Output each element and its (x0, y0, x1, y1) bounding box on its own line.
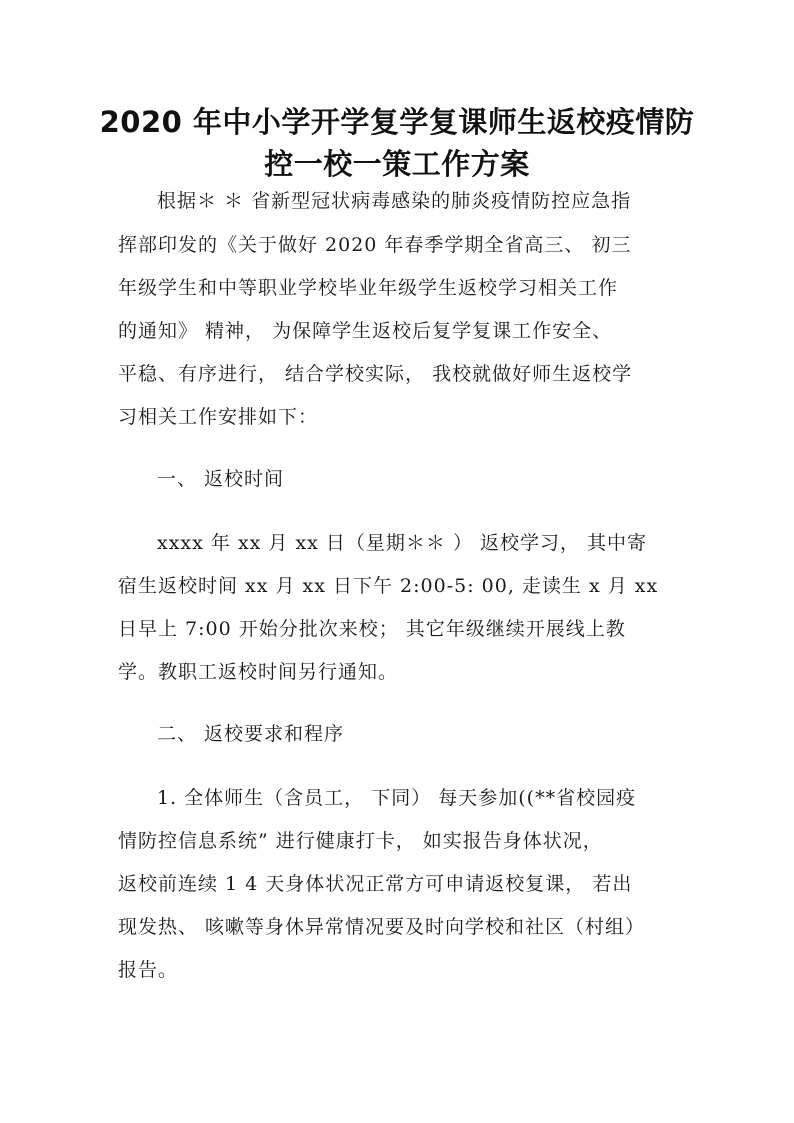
intro-line-5: 平稳、有序进行， 结合学校实际， 我校就做好师生返校学 (118, 363, 633, 385)
section2-item1-line-5: 报告。 (118, 959, 179, 981)
intro-line-3: 年级学生和中等职业学校毕业年级学生返校学习相关工作 (118, 277, 619, 299)
section-heading-return-requirements: 二、 返校要求和程序 (157, 723, 345, 745)
document-title-line-1: 2020 年中小学开学复学复课师生返校疫情防 (99, 105, 695, 139)
intro-line-1: 根据＊ ＊ 省新型冠状病毒感染的肺炎疫情防控应急指 (157, 190, 632, 212)
section2-item1-line-2: 情防控信息系统” 进行健康打卡， 如实报告身体状况， (118, 830, 603, 852)
intro-line-6: 习相关工作安排如下： (118, 406, 319, 428)
section1-line-3: 日早上 7:00 开始分批次来校； 其它年级继续开展线上教 (118, 618, 626, 640)
intro-line-2: 挥部印发的《关于做好 2020 年春季学期全省高三、 初三 (118, 234, 632, 256)
intro-line-4: 的通知》 精神， 为保障学生返校后复学复课工作安全、 (118, 320, 613, 342)
section2-item1-line-3: 返校前连续 1 4 天身体状况正常方可申请返校复课， 若出 (118, 873, 633, 895)
section-heading-return-time: 一、 返校时间 (157, 468, 285, 490)
section1-line-4: 学。教职工返校时间另行通知。 (118, 661, 399, 683)
document-title-line-2: 控一校一策工作方案 (264, 147, 530, 181)
section2-item1-line-1: 1. 全体师生（含员工， 下同） 每天参加((**省校园疫 (157, 787, 637, 809)
section1-line-1: xxxx 年 xx 月 xx 日（星期＊＊ ） 返校学习， 其中寄 (157, 532, 648, 554)
section1-line-2: 宿生返校时间 xx 月 xx 日下午 2:00-5: 00, 走读生 x 月 xx (118, 575, 659, 597)
section2-item1-line-4: 现发热、 咳嗽等身休异常情况要及时向学校和社区（村组） (118, 916, 646, 938)
